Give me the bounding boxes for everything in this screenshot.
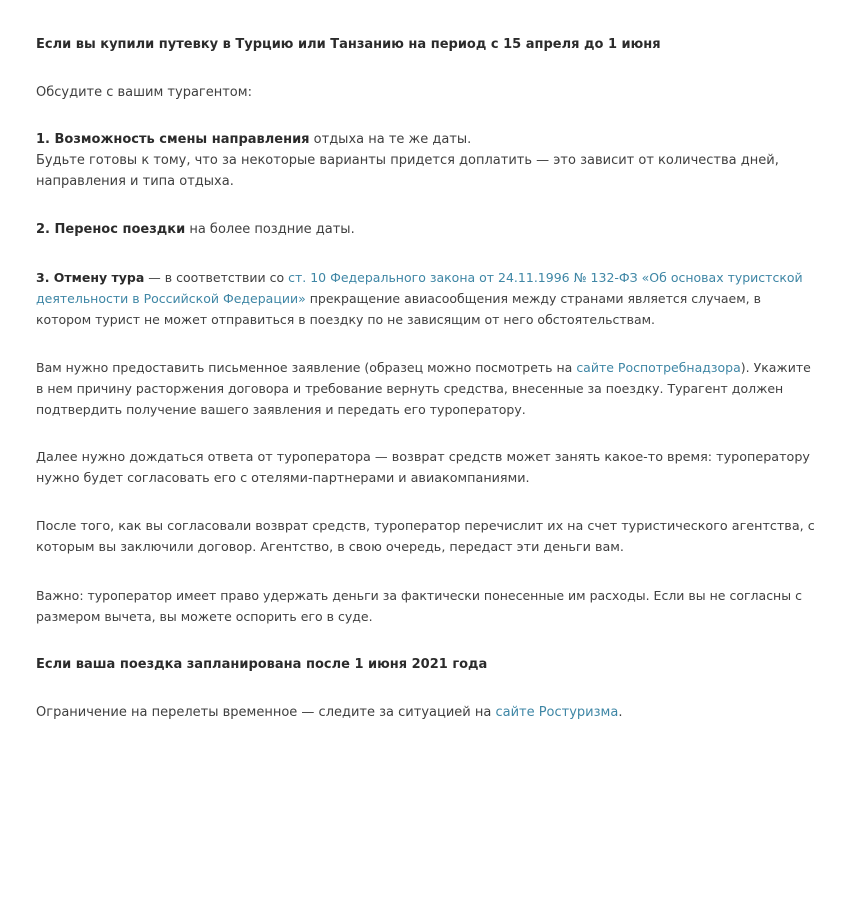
item-change-direction-title: 1. Возможность смены направления <box>36 132 310 147</box>
federal-law-link-part2[interactable]: деятельности в Российской Федерации» <box>36 291 306 306</box>
heading-after-june: Если ваша поездка запланирована после 1 июня 2021 года <box>36 657 488 672</box>
para-limit-pre: Ограничение на перелеты временное — следите за ситуацией на <box>36 705 496 720</box>
para-important-line1: Важно: туроператор имеет право удержать деньги за фактически понесенные им расходы. Если вы не согласны с <box>36 588 802 603</box>
para-after-line1: После того, как вы согласовали возврат средств, туроператор перечислит их на счет туристического агентства, с <box>36 519 815 534</box>
para-limit <box>36 702 816 723</box>
item-cancel-tour-title: 3. Отмену тура <box>36 270 145 285</box>
intro-text: Обсудите с вашим турагентом: <box>36 85 252 100</box>
para-wait-line1: Далее нужно дождаться ответа от туроператора — возврат средств может занять какое-то время: туроператору <box>36 450 810 465</box>
para-wait <box>36 447 816 489</box>
para-important-line2: размером вычета, вы можете оспорить его в суде. <box>36 609 373 624</box>
item-cancel-tour-pre: — в соответствии со <box>144 270 289 285</box>
item-cancel-tour <box>36 267 816 330</box>
federal-law-link-part1[interactable]: ст. 10 Федерального закона от 24.11.1996 № 132-ФЗ «Об основах туристской <box>288 270 803 285</box>
item-change-direction-line1 <box>36 129 816 150</box>
para-after-line2: которым вы заключили договор. Агентство, в свою очередь, передаст эти деньги вам. <box>36 540 624 555</box>
para-application <box>36 357 816 420</box>
item-postpone-title: 2. Перенос поездки <box>36 222 186 237</box>
rosturizm-link[interactable]: сайте Ростуризма <box>495 705 619 720</box>
item-change-direction-rest: отдыха на те же даты. <box>309 132 472 147</box>
item-change-direction <box>36 129 816 192</box>
para-application-pre: Вам нужно предоставить письменное заявление (образец можно посмотреть на <box>36 360 577 375</box>
para-limit-post: . <box>618 705 623 720</box>
item-postpone-rest: на более поздние даты. <box>185 222 355 237</box>
heading-turkey-tanzania: Если вы купили путевку в Турцию или Танзанию на период с 15 апреля до 1 июня <box>36 37 661 52</box>
item-change-direction-line2: Будьте готовы к тому, что за некоторые варианты придется доплатить — это зависит от количества дней, <box>36 153 779 168</box>
item-cancel-tour-line3: котором турист не может отправиться в поездку по не зависящим от него обстоятельствам. <box>36 312 656 327</box>
item-cancel-tour-post: прекращение авиасообщения между странами является случаем, в <box>305 291 761 306</box>
para-application-line3: подтвердить получение вашего заявления и передать его туроператору. <box>36 402 526 417</box>
para-application-post: ). Укажите <box>740 360 811 375</box>
rospotrebnadzor-link[interactable]: сайте Роспотребнадзора <box>576 360 741 375</box>
item-change-direction-line3: направления и типа отдыха. <box>36 174 234 189</box>
para-wait-line2: нужно будет согласовать его с отелями-партнерами и авиакомпаниями. <box>36 471 530 486</box>
item-cancel-tour-line1 <box>36 267 816 288</box>
para-application-line2: в нем причину расторжения договора и требование вернуть средства, внесенные за поездку. Турагент должен <box>36 381 784 396</box>
para-important <box>36 585 816 627</box>
item-cancel-tour-line2 <box>36 288 816 309</box>
para-application-line1 <box>36 357 816 378</box>
item-postpone <box>36 219 816 240</box>
para-after <box>36 516 816 558</box>
